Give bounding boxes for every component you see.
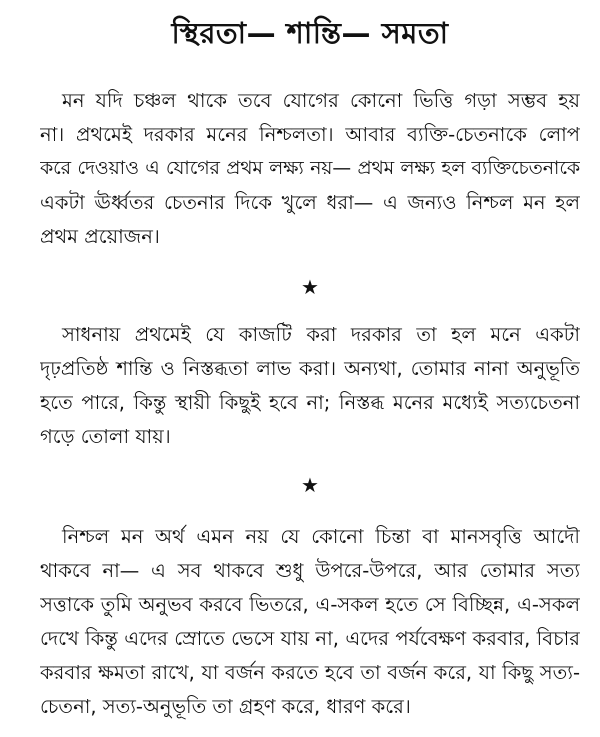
star-separator-1: ★ [301, 275, 319, 299]
paragraph-line: চেতনা, সত্য-অনুভূতি তা গ্রহণ করে, ধারণ করে। [40, 695, 411, 718]
paragraph-line: না। প্রথমেই দরকার মনের নিশ্চলতা। আবার ব্যক্তি-চেতনাকে লোপ [40, 123, 580, 146]
paragraph-line: গড়ে তোলা যায়। [40, 425, 171, 448]
paragraph-line: মন যদি চঞ্চল থাকে তবে যোগের কোনো ভিত্তি গড়া সম্ভব হয় [62, 89, 580, 112]
paragraph-line: করবার ক্ষমতা রাখে, যা বর্জন করতে হবে তা বর্জন করে, যা কিছু সত্য- [40, 661, 580, 684]
paragraph-2 [40, 318, 580, 454]
paragraph-line: দৃঢ়প্রতিষ্ঠ শান্তি ও নিস্তব্ধতা লাভ করা। অন্যথা, তোমার নানা অনুভূতি [40, 357, 580, 380]
paragraph-line: দেখে কিন্তু এদের স্রোতে ভেসে যায় না, এদের পর্যবেক্ষণ করবার, বিচার [40, 627, 580, 650]
paragraph-line: হতে পারে, কিন্তু স্থায়ী কিছুই হবে না; নিস্তব্ধ মনের মধ্যেই সত্যচেতনা [40, 391, 580, 414]
paragraph-line: প্রথম প্রয়োজন। [40, 225, 160, 248]
paragraph-line: একটা ঊর্ধ্বতর চেতনার দিকে খুলে ধরা— এ জন্যও নিশ্চল মন হল [40, 191, 580, 214]
paragraph-line: থাকবে না— এ সব থাকবে শুধু উপরে-উপরে, আর তোমার সত্য [40, 559, 580, 582]
star-separator-2: ★ [301, 473, 319, 497]
paragraph-1 [40, 84, 580, 254]
paragraph-3 [40, 520, 580, 724]
paragraph-line: করে দেওয়াও এ যোগের প্রথম লক্ষ্য নয়— প্রথম লক্ষ্য হল ব্যক্তিচেতনাকে [40, 158, 580, 179]
paragraph-line: সাধনায় প্রথমেই যে কাজটি করা দরকার তা হল মনে একটা [62, 323, 580, 346]
page-title: স্থিরতা— শান্তি— সমতা [171, 16, 449, 50]
paragraph-line: নিশ্চল মন অর্থ এমন নয় যে কোনো চিন্তা বা মানসবৃত্তি আদৌ [62, 525, 580, 548]
paragraph-line: সত্তাকে তুমি অনুভব করবে ভিতরে, এ-সকল হতে সে বিচ্ছিন্ন, এ-সকল [40, 593, 580, 616]
